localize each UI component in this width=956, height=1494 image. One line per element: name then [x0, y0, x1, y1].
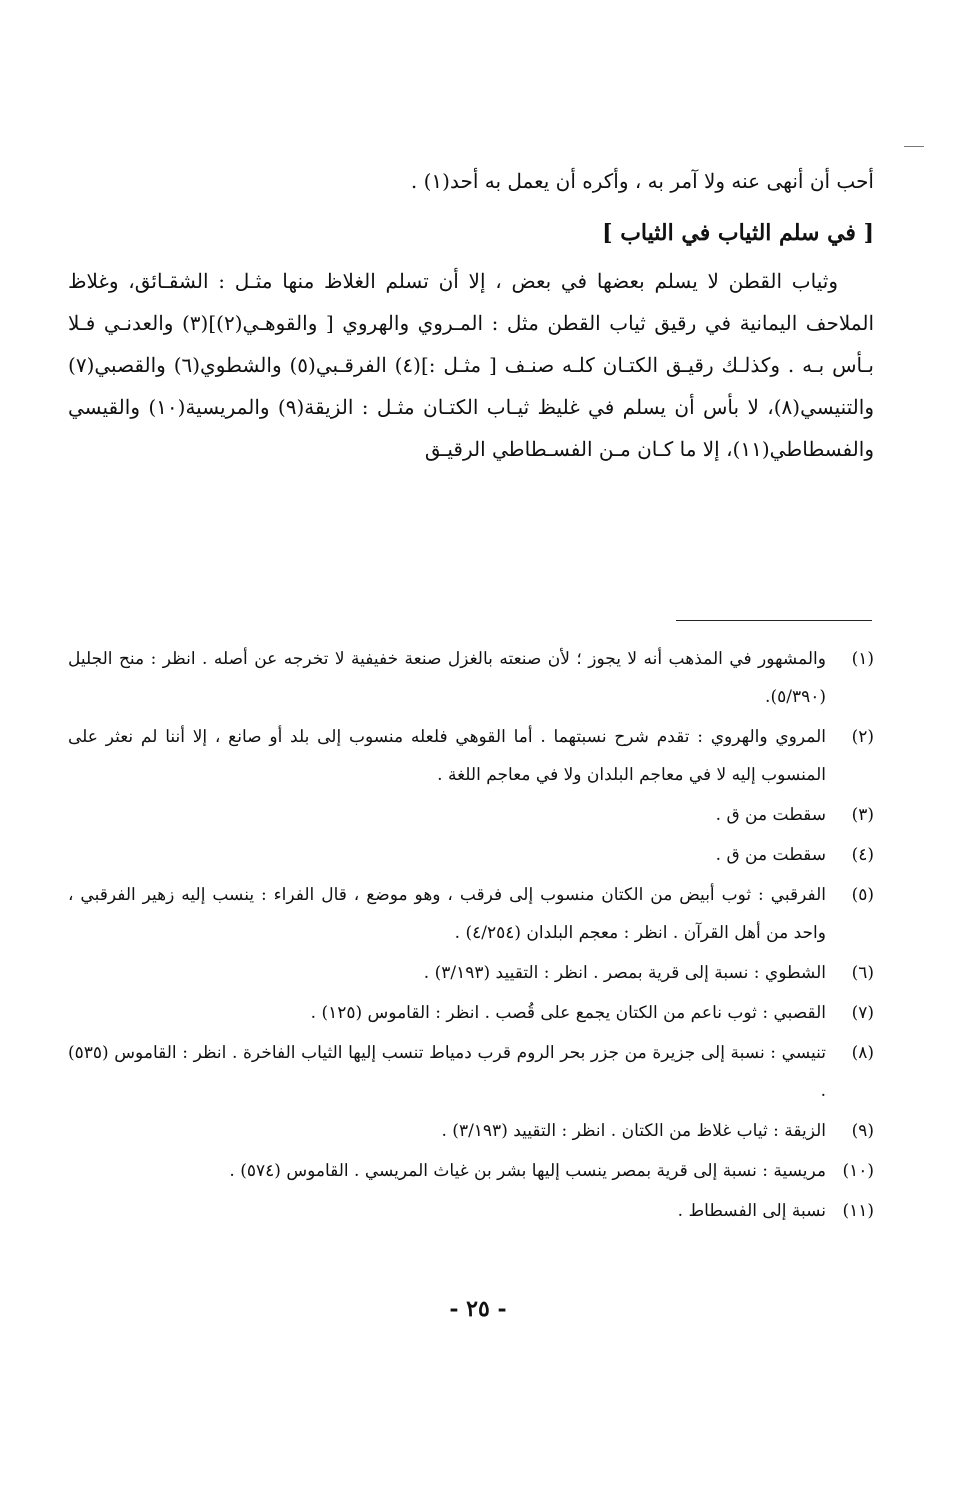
footnote-number: (٤) — [851, 845, 874, 865]
footnote-text: الفرقبي : ثوب أبيض من الكتان منسوب إلى فرقب ، وهو موضع ، قال الفراء : ينسب إليه زهير الفرقبي ، واحد من أهل القرآن . انظر : معجم البلدان (٤/٢٥٤) . — [68, 885, 826, 943]
footnote-number: (٣) — [851, 805, 874, 825]
page-number: - ٢٥ - — [449, 1296, 507, 1322]
footnote-item — [68, 640, 874, 716]
footnote-text: مريسية : نسبة إلى قرية بمصر ينسب إليها بشر بن غياث المريسي . القاموس (٥٧٤) . — [229, 1161, 826, 1181]
footnote-item — [68, 954, 874, 992]
continuation-line: أحب أن أنهى عنه ولا آمر به ، وأكره أن يعمل به أحد(١) . — [410, 169, 874, 193]
footnote-item — [68, 1034, 874, 1110]
footnote-number: (٨) — [851, 1043, 874, 1063]
footnote-item — [68, 876, 874, 952]
footnote-number: (٧) — [851, 1003, 874, 1023]
footnote-item — [68, 994, 874, 1032]
footnote-text: تنيسي : نسبة إلى جزيرة من جزر بحر الروم قرب دمياط تنسب إليها الثياب الفاخرة . انظر : القاموس (٥٣٥) . — [68, 1043, 826, 1101]
footnote-number: (١١) — [842, 1201, 874, 1221]
footnote-number: (١) — [851, 649, 874, 669]
footnote-text: نسبة إلى الفسطاط . — [677, 1201, 826, 1221]
footnote-number: (٥) — [851, 885, 874, 905]
footnotes-list — [68, 640, 874, 1232]
footnote-number: (٦) — [851, 963, 874, 983]
footnote-text: سقطت من ق . — [715, 845, 826, 865]
footnote-text: الزيقة : ثياب غلاظ من الكتان . انظر : التقييد (٣/١٩٣) . — [441, 1121, 826, 1141]
scan-mark — [904, 146, 924, 147]
section-heading: [ في سلم الثياب في الثياب ] — [602, 220, 874, 246]
footnote-item — [68, 836, 874, 874]
footnote-separator — [676, 620, 872, 621]
footnote-number: (٢) — [851, 727, 874, 747]
main-paragraph: وثياب القطن لا يسلم بعضها في بعض ، إلا أن تسلم الغلاظ منها مثـل : الشقـائق، وغلاظ الملاحف اليمانية في رقيق ثياب القطن مثل : المـروي والهروي [ والقوهـي(٢)](٣) والعدنـي فـلا بـأس بـه . وكذلـك رقيـق الكتـان كلـه صنـف [ مثـل :](٤) الفرقـبي(٥) والشطوي(٦) والقصبي(٧) والتنيسي(٨)، لا بأس أن يسلم في غليظ ثيـاب الكتـان مثـل : الزيقة(٩) والمريسية(١٠) والقيسي والفسطاطي(١١)، إلا ما كـان مـن الفسـطاطي الرقيـق — [68, 269, 875, 461]
footnote-text: سقطت من ق . — [715, 805, 826, 825]
footnote-text: الشطوي : نسبة إلى قرية بمصر . انظر : التقييد (٣/١٩٣) . — [423, 963, 826, 983]
footnote-number: (٩) — [851, 1121, 874, 1141]
footnote-text: المروي والهروي : تقدم شرح نسبتهما . أما القوهي فلعله منسوب إلى بلد أو صانع ، إلا أننا لم نعثر على المنسوب إليه لا في معاجم البلدان ولا في معاجم اللغة . — [68, 727, 826, 785]
footnote-item — [68, 1152, 874, 1190]
footnote-text: القصبي : ثوب ناعم من الكتان يجمع على قُصب . انظر : القاموس (١٢٥) . — [310, 1003, 826, 1023]
footnote-item — [68, 1112, 874, 1150]
footnote-item — [68, 1192, 874, 1230]
footnote-item — [68, 796, 874, 834]
main-text-block — [68, 160, 874, 470]
footnote-item — [68, 718, 874, 794]
footnote-number: (١٠) — [842, 1161, 874, 1181]
footnote-text: والمشهور في المذهب أنه لا يجوز ؛ لأن صنعته بالغزل صنعة خفيفية لا تخرجه عن أصله . انظر : منح الجليل (٥/٣٩٠). — [68, 649, 826, 707]
